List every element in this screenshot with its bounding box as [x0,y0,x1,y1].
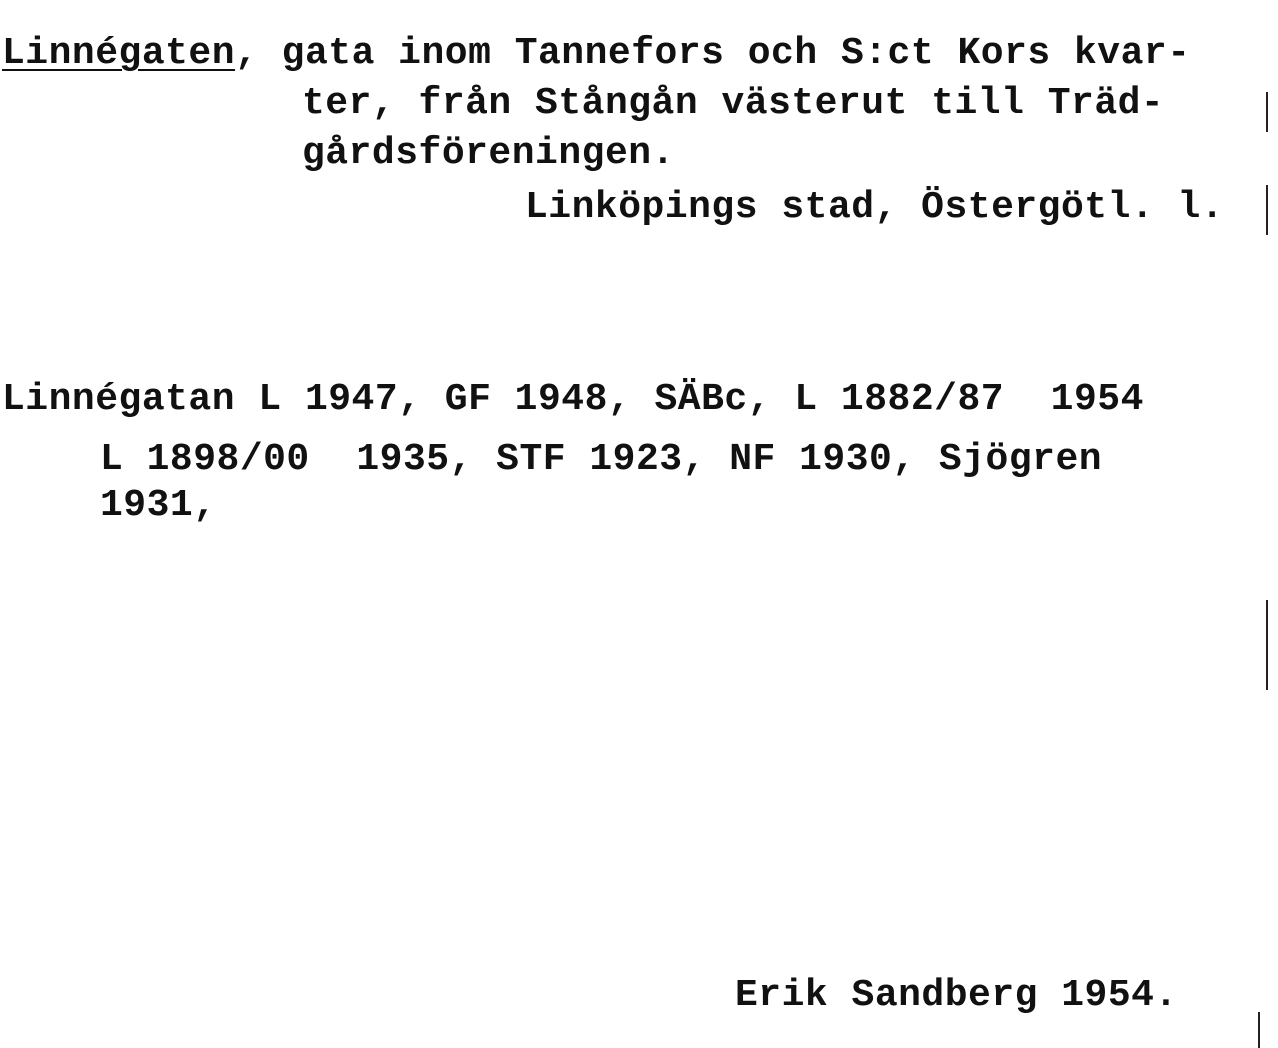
definition-line-2: ter, från Stångån västerut till Träd- [302,82,1165,125]
edge-mark [1266,92,1268,132]
sources-line-2: L 1898/00 1935, STF 1923, NF 1930, Sjögren [100,438,1103,481]
edge-mark [1258,1012,1260,1048]
place-reference: Linköpings stad, Östergötl. l. [525,186,1225,229]
sources-line-1: Linnégatan L 1947, GF 1948, SÄBc, L 1882/87 1954 [2,378,1144,421]
edge-mark [1266,600,1268,690]
signature: Erik Sandberg 1954. [735,974,1178,1017]
headword: Linnégaten [2,32,236,75]
definition-line-3: gårdsföreningen. [302,132,675,175]
edge-mark [1266,185,1268,235]
entry-first-line [2,32,1191,76]
sources-line-3: 1931, [100,484,217,527]
definition-line-1: , gata inom Tannefors och S:ct Kors kvar- [235,32,1191,75]
